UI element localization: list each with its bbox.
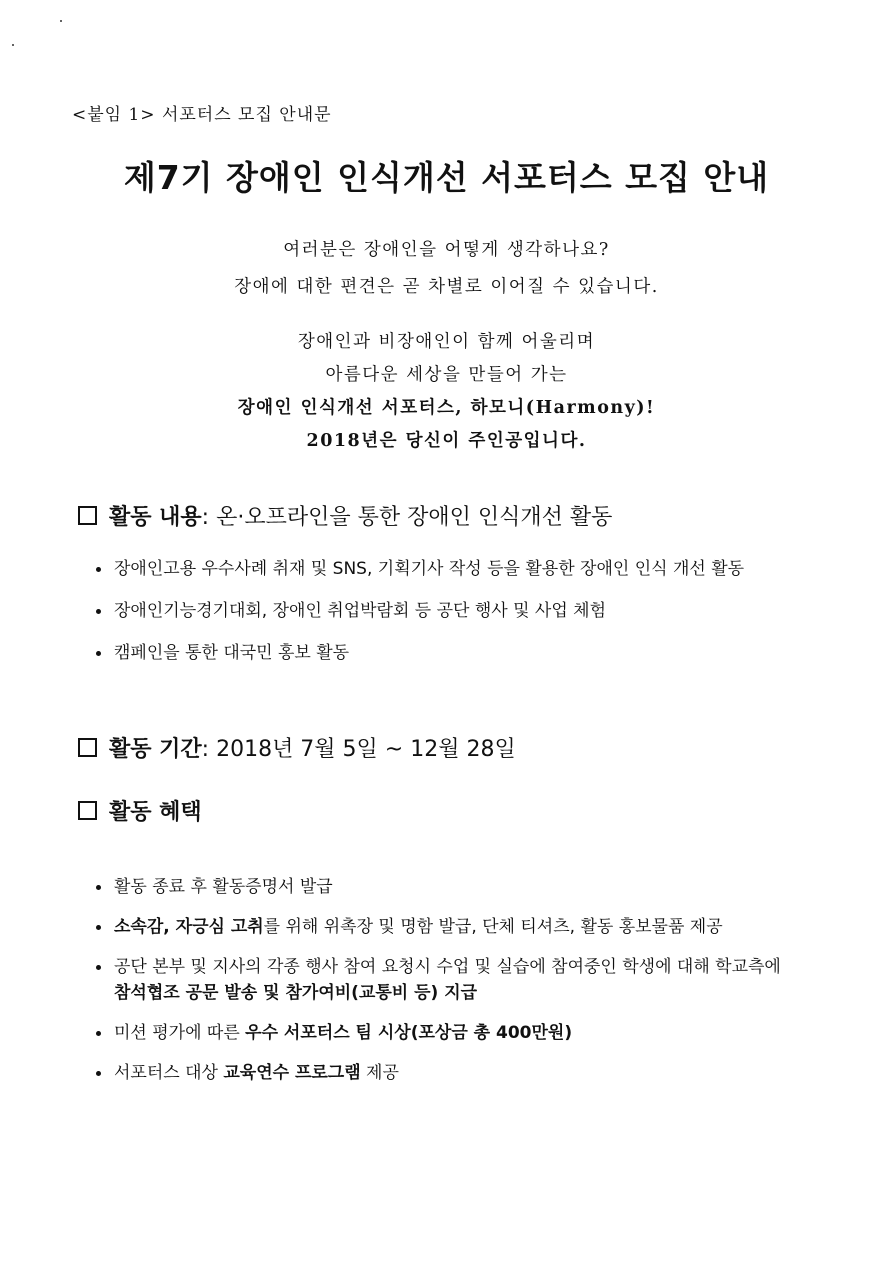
section-label: 활동 내용 [109, 505, 202, 530]
bullet-icon [96, 567, 101, 572]
list-item [94, 914, 794, 940]
bullet-icon [96, 1031, 101, 1036]
section-activity-benefits [78, 795, 202, 826]
bullet-icon [96, 651, 101, 656]
list-item [94, 640, 794, 666]
list-item [94, 1060, 794, 1086]
checkbox-square-icon [78, 506, 97, 525]
attachment-label: <붙임 1> 서포터스 모집 안내문 [72, 105, 332, 125]
activity-content-list [94, 556, 794, 666]
list-item-text: 장애인기능경기대회, 장애인 취업박람회 등 공단 행사 및 사업 체험 [114, 601, 607, 621]
list-item-emphasis: 소속감, 자긍심 고취 [114, 917, 264, 937]
scan-speck [60, 20, 62, 22]
intro-line: 아름다운 세상을 만들어 가는 [325, 365, 568, 385]
page-title: 제7기 장애인 인식개선 서포터스 모집 안내 [123, 158, 770, 197]
bullet-icon [96, 965, 101, 970]
list-item-text: 서포터스 대상 [114, 1063, 224, 1083]
section-value: : 2018년 7월 5일 ~ 12월 28일 [201, 737, 516, 762]
bullet-icon [96, 925, 101, 930]
intro-line: 장애인 인식개선 서포터스, 하모니(Harmony)! [237, 398, 656, 418]
list-item-emphasis: 우수 서포터스 팀 시상(포상금 총 400만원) [245, 1023, 573, 1043]
benefits-list [94, 874, 794, 1086]
list-item [94, 556, 794, 582]
intro-line: 2018년은 당신이 주인공입니다. [306, 431, 587, 451]
list-item [94, 598, 794, 624]
list-item-text: 장애인고용 우수사례 취재 및 SNS, 기획기사 작성 등을 활용한 장애인 인식 개선 활동 [114, 559, 745, 579]
section-label: 활동 혜택 [109, 800, 202, 825]
list-item-text: 캠페인을 통한 대국민 홍보 활동 [114, 643, 350, 663]
bullet-icon [96, 1071, 101, 1076]
bullet-icon [96, 609, 101, 614]
section-activity-content [78, 500, 612, 531]
intro-line: 장애에 대한 편견은 곧 차별로 이어질 수 있습니다. [234, 277, 659, 297]
section-activity-period [78, 732, 516, 763]
list-item-text: 공단 본부 및 지사의 각종 행사 참여 요청시 수업 및 실습에 참여중인 학생에 대해 학교측에 [114, 957, 781, 977]
section-value: : 온·오프라인을 통한 장애인 인식개선 활동 [201, 505, 613, 530]
checkbox-square-icon [78, 801, 97, 820]
section-label: 활동 기간 [109, 737, 202, 762]
list-item-emphasis: 참석협조 공문 발송 및 참가여비(교통비 등) 지급 [114, 983, 478, 1003]
list-item-text: 를 위해 위촉장 및 명함 발급, 단체 티셔츠, 활동 홍보물품 제공 [263, 917, 723, 937]
checkbox-square-icon [78, 738, 97, 757]
list-item [94, 874, 794, 900]
list-item-text: 제공 [360, 1063, 399, 1083]
intro-line: 여러분은 장애인을 어떻게 생각하나요? [283, 240, 610, 260]
scan-speck [12, 44, 14, 46]
list-item-text: 미션 평가에 따른 [114, 1023, 246, 1043]
bullet-icon [96, 885, 101, 890]
list-item-text: 활동 종료 후 활동증명서 발급 [114, 877, 333, 897]
list-item [94, 954, 794, 1006]
intro-line: 장애인과 비장애인이 함께 어울리며 [297, 332, 596, 352]
list-item-emphasis: 교육연수 프로그램 [223, 1063, 361, 1083]
list-item [94, 1020, 794, 1046]
